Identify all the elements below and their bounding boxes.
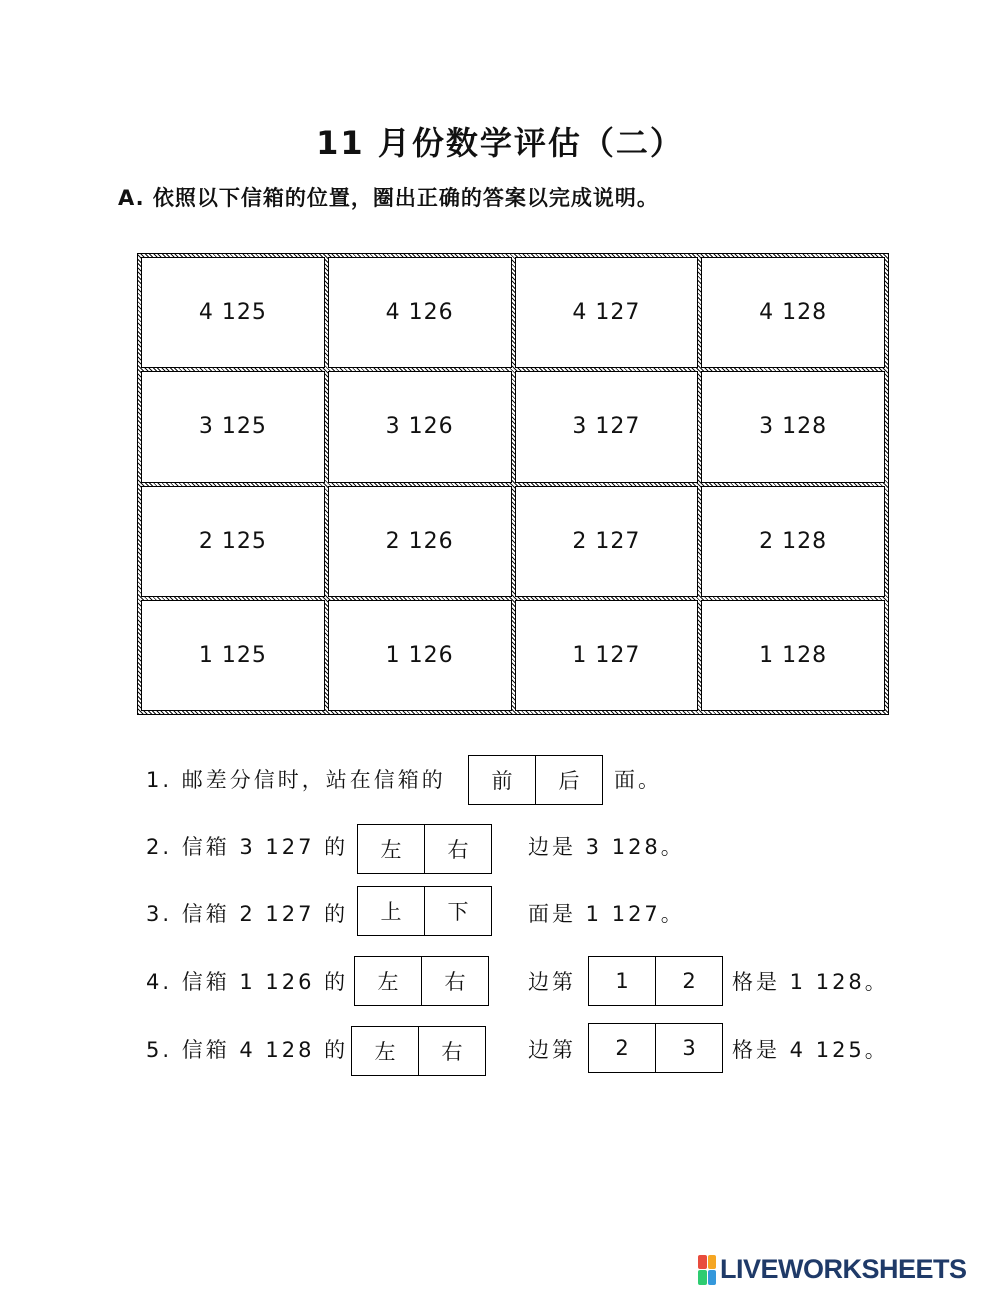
question-4-middle: 边第 [528,970,576,994]
question-5-option-3[interactable]: 3 [655,1024,722,1072]
mailbox: 4 128 [701,257,885,368]
mailbox: 1 125 [141,600,325,711]
question-2-suffix: 边是 3 128。 [528,835,685,859]
mailbox: 1 126 [328,600,512,711]
question-2-choice-group [357,824,492,874]
question-1-prefix: 1. 邮差分信时，站在信箱的 [146,768,446,792]
mailbox: 2 128 [701,486,885,597]
mailbox: 4 125 [141,257,325,368]
question-3-prefix: 3. 信箱 2 127 的 [146,902,349,926]
mailbox: 4 127 [515,257,699,368]
logo-block [708,1255,717,1270]
mailbox: 3 127 [515,371,699,482]
question-1-choice-group [468,755,603,805]
question-5-option-2[interactable]: 2 [615,1036,629,1060]
mailbox: 3 126 [328,371,512,482]
question-5-prefix: 5. 信箱 4 128 的 [146,1038,349,1062]
question-3-suffix: 面是 1 127。 [528,902,685,926]
question-1-option-front[interactable]: 前 [491,769,513,793]
liveworksheets-logo-icon [698,1255,716,1285]
logo-block [698,1270,707,1285]
question-2-option-right[interactable]: 右 [424,825,491,873]
question-4-option-2[interactable]: 2 [655,957,722,1005]
question-5-choice-group [351,1026,486,1076]
instruction-text: A. 依照以下信箱的位置，圈出正确的答案以完成说明。 [118,186,659,210]
question-3-option-up[interactable]: 上 [380,900,402,924]
question-5-suffix: 格是 4 125。 [732,1038,889,1062]
mailbox-grid [137,253,889,715]
mailbox: 2 127 [515,486,699,597]
mailbox: 3 125 [141,371,325,482]
logo-block [698,1255,707,1270]
mailbox: 1 128 [701,600,885,711]
liveworksheets-logo [698,1254,967,1285]
mailbox: 4 126 [328,257,512,368]
question-3-option-down[interactable]: 下 [424,887,491,935]
mailbox: 2 126 [328,486,512,597]
question-2-prefix: 2. 信箱 3 127 的 [146,835,349,859]
question-4-option-right[interactable]: 右 [421,957,488,1005]
question-3-choice-group [357,886,492,936]
mailbox: 1 127 [515,600,699,711]
mailbox: 2 125 [141,486,325,597]
question-4-prefix: 4. 信箱 1 126 的 [146,970,349,994]
question-5-count-group [588,1023,723,1073]
question-4-option-1[interactable]: 1 [615,969,629,993]
question-4-choice-group [354,956,489,1006]
question-4-count-group [588,956,723,1006]
question-5-option-right[interactable]: 右 [418,1027,485,1075]
logo-block [708,1270,717,1285]
question-1-suffix: 面。 [614,768,662,792]
mailbox: 3 128 [701,371,885,482]
question-2-option-left[interactable]: 左 [380,838,402,862]
question-4-option-left[interactable]: 左 [377,970,399,994]
question-1-option-back[interactable]: 后 [535,756,602,804]
page-title: 11 月份数学评估（二） [316,124,684,162]
liveworksheets-wordmark: LIVEWORKSHEETS [720,1254,967,1284]
question-4-suffix: 格是 1 128。 [732,970,889,994]
question-5-middle: 边第 [528,1038,576,1062]
question-5-option-left[interactable]: 左 [374,1040,396,1064]
